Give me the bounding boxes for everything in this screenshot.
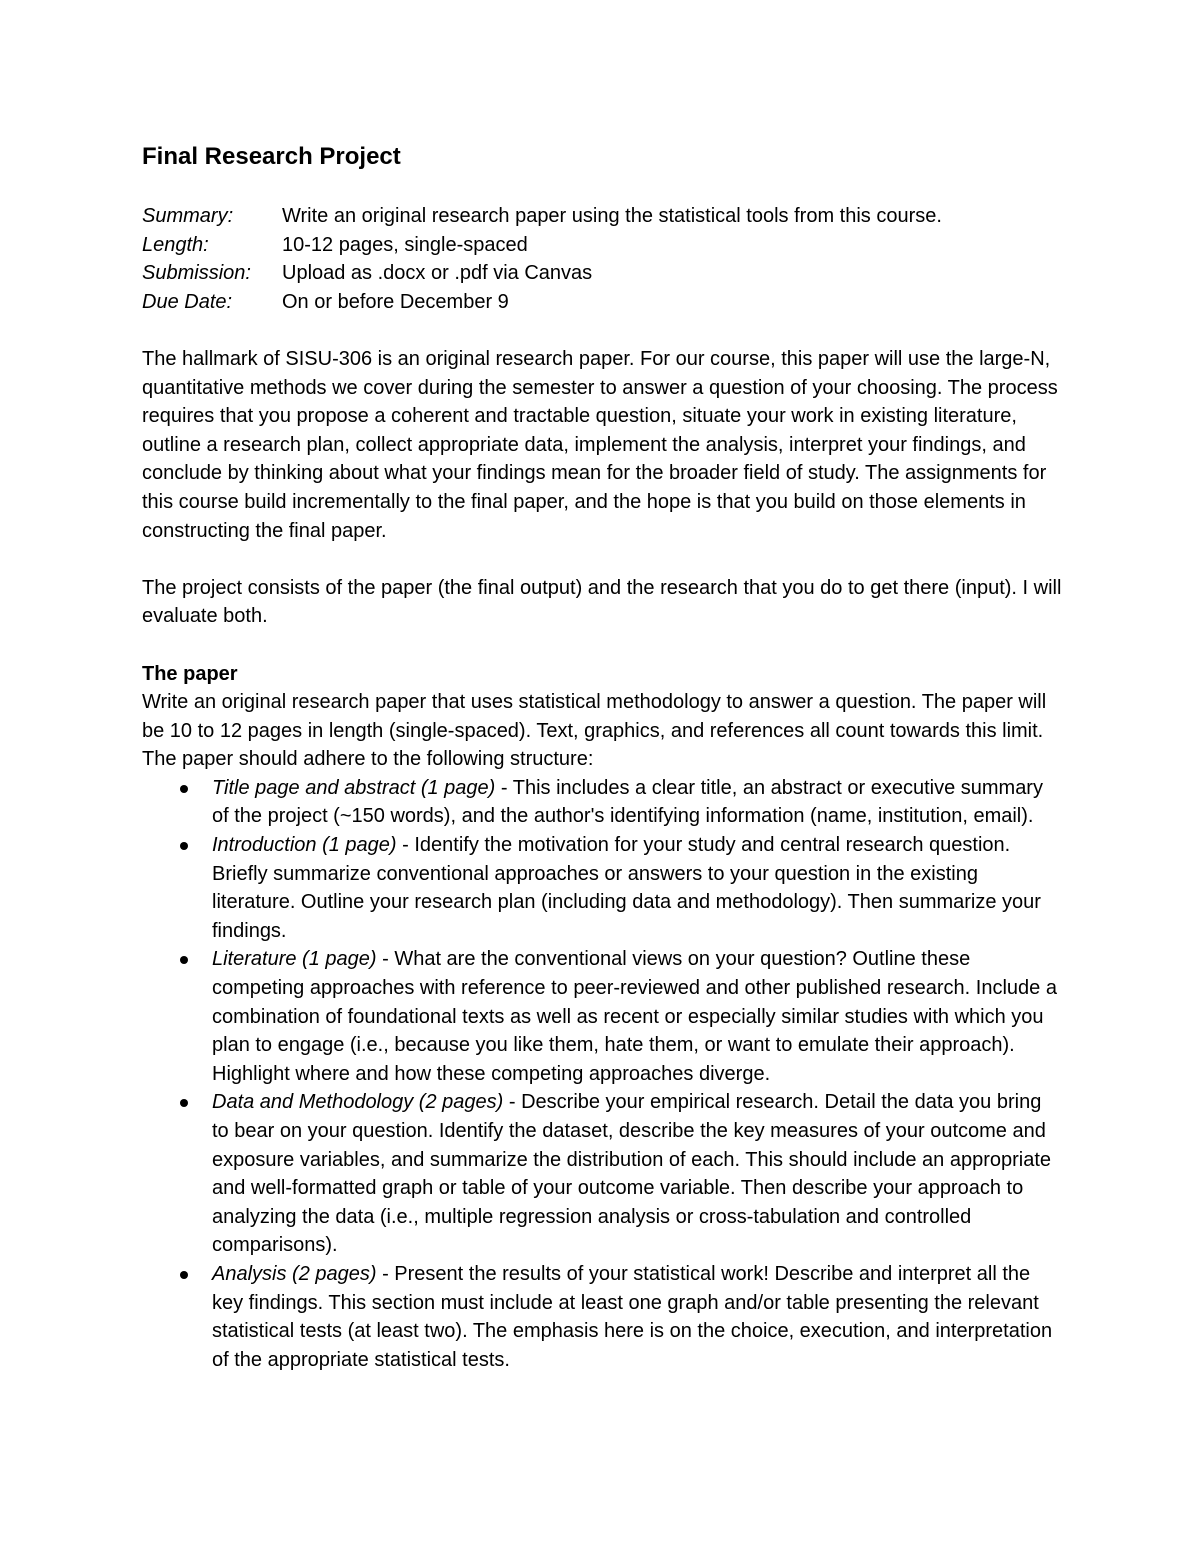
list-item-text: - Present the results of your statistical work! Describe and interpret all the key findings. This section must include at least one graph and/or table presenting the relevant statistical tests (at least two). The emphasis here is on the choice, execution, and interpretation of the appropriate statistical tests. (212, 1262, 1053, 1371)
meta-value: Write an original research paper using the statistical tools from this course. (282, 205, 942, 227)
meta-key: Summary: (142, 205, 234, 227)
meta-value: Upload as .docx or .pdf via Canvas (282, 262, 593, 285)
meta-row-due-date (142, 288, 1062, 317)
meta-key: Due Date: (142, 290, 233, 313)
list-item-title: Data and Methodology (2 pages) (212, 1091, 504, 1114)
structure-list (142, 774, 1062, 1374)
document-title: Final Research Project (142, 143, 401, 170)
meta-key: Length: (142, 233, 209, 256)
list-item-title: Title page and abstract (1 page) (212, 776, 496, 799)
paper-paragraph: Write an original research paper that uses statistical methodology to answer a question. The paper will be 10 to 12 pages in length (single-spaced). Text, graphics, and references all count towards this limit. The paper should adhere to the following structure: (142, 691, 1047, 771)
bullet-icon (180, 842, 188, 850)
list-item-title: Introduction (1 page) (212, 834, 397, 857)
meta-key: Submission: (142, 262, 251, 285)
bullet-icon (180, 785, 188, 793)
bullet-icon (180, 956, 188, 964)
section-heading-paper: The paper (142, 662, 238, 685)
meta-row-length (142, 231, 1062, 260)
meta-table (142, 202, 1062, 316)
spacer (142, 316, 1062, 345)
list-item (212, 1260, 1062, 1374)
list-item-text: - Identify the motivation for your study and central research question. Briefly summarize conventional approaches or answers to your question in the existing literature. Outline your research plan (including data and methodology). Then summarize your findings. (212, 834, 1041, 942)
project-paragraph: The project consists of the paper (the final output) and the research that you do to get there (input). I will evaluate both. (142, 576, 1062, 628)
meta-value: On or before December 9 (282, 290, 509, 313)
bullet-icon (180, 1271, 188, 1279)
bullet-icon (180, 1099, 188, 1107)
list-item-text: - What are the conventional views on your question? Outline these competing approaches with reference to peer-reviewed and other published research. Include a combination of foundational texts as well as recent or especially similar studies with which you plan to engage (i.e., because you like them, hate them, or want to emulate their approach). Highlight where and how these competing approaches diverge. (212, 948, 1057, 1085)
list-item (212, 945, 1062, 1088)
list-item-text: - This includes a clear title, an abstract or executive summary of the project (~150 words), and the author's identifying information (name, institution, email). (212, 776, 1043, 828)
spacer (142, 631, 1062, 660)
spacer (142, 545, 1062, 574)
meta-row-submission (142, 259, 1062, 288)
intro-paragraph: The hallmark of SISU-306 is an original research paper. For our course, this paper will use the large-N, quantitative methods we cover during the semester to answer a question of your choosing. The process requires that you propose a coherent and tractable question, situate your work in existing literature, outline a research plan, collect appropriate data, implement the analysis, interpret your findings, and conclude by thinking about what your findings mean for the broader field of study. The assignments for this course build incrementally to the final paper, and the hope is that you build on those elements in constructing the final paper. (142, 347, 1058, 542)
list-item (212, 1088, 1062, 1260)
list-item-text: - Describe your empirical research. Detail the data you bring to bear on your question. Identify the dataset, describe the key measures of your outcome and exposure variables, and summarize the distribution of each. This should include an appropriate and well-formatted graph or table of your outcome variable. Then describe your approach to analyzing the data (i.e., multiple regression analysis or cross-tabulation and controlled comparisons). (212, 1091, 1052, 1257)
meta-value: 10-12 pages, single-spaced (282, 233, 528, 256)
document-page (142, 140, 1062, 1374)
meta-row-summary (142, 202, 1062, 231)
list-item-title: Analysis (2 pages) (212, 1262, 377, 1285)
list-item-title: Literature (1 page) (212, 948, 377, 971)
list-item (212, 831, 1062, 945)
list-item (212, 774, 1062, 831)
